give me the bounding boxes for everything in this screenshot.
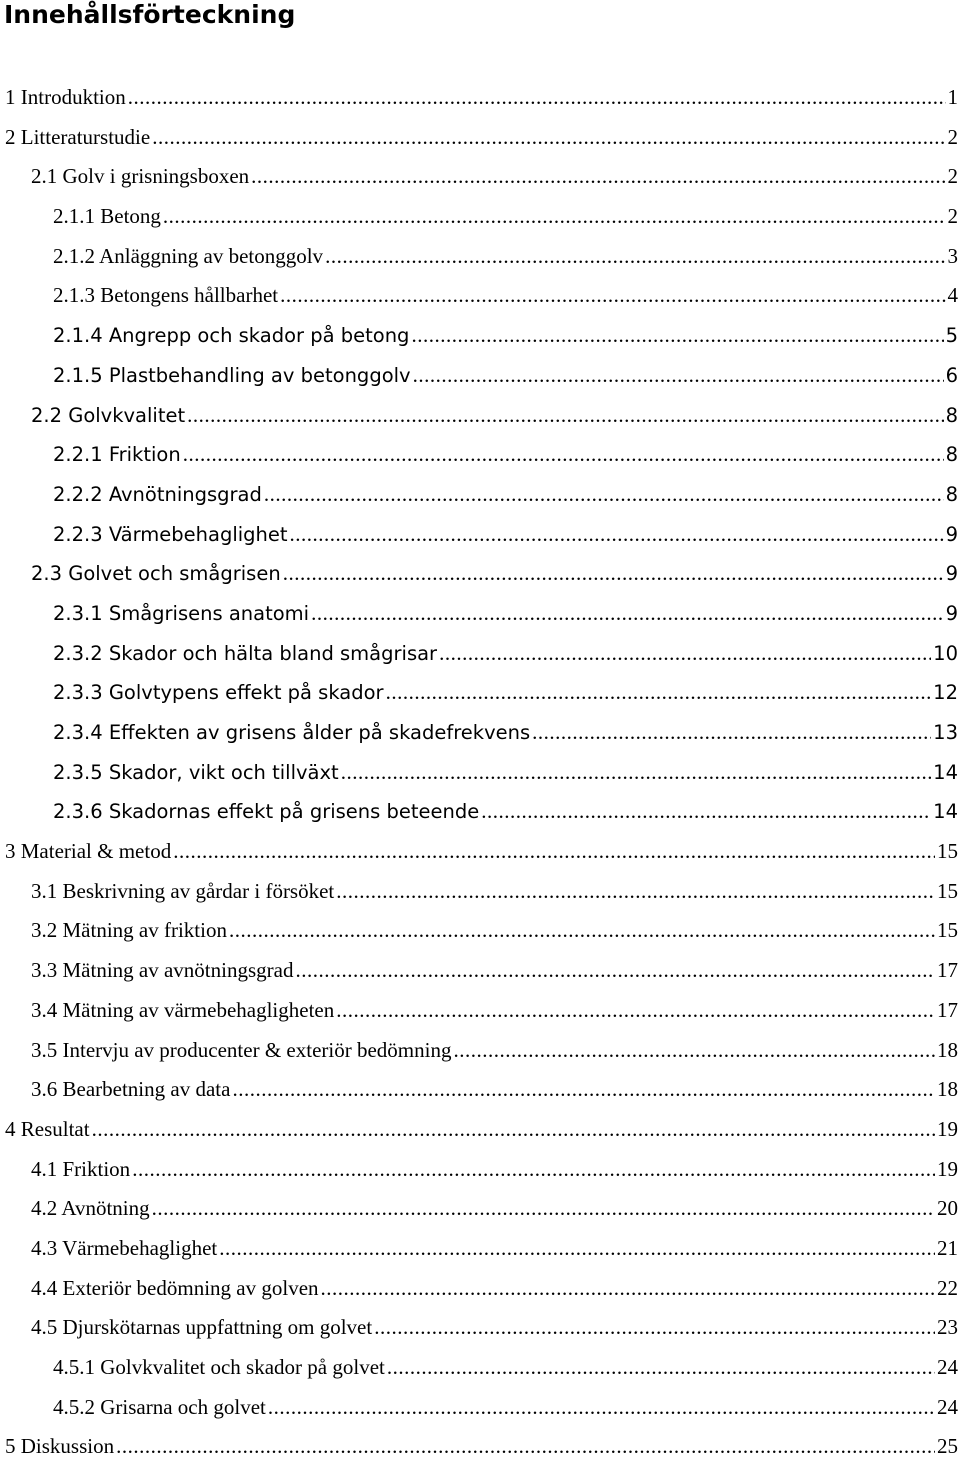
toc-entry-text: 2.3.1 Smågrisens anatomi	[53, 601, 310, 625]
toc-entry-page: 15	[937, 878, 958, 903]
toc-entry-text: 2.3 Golvet och smågrisen	[31, 562, 281, 586]
toc-entry-text: 1 Introduktion	[5, 85, 126, 109]
toc-entry[interactable]	[0, 197, 960, 237]
toc-entry[interactable]	[0, 1150, 960, 1190]
toc-entry[interactable]	[0, 1388, 960, 1428]
toc-leader-dots	[411, 316, 943, 356]
toc-entry-text: 3.3 Mätning av avnötningsgrad	[31, 958, 294, 983]
toc-entry-page: 8	[945, 443, 958, 467]
toc-entry-page: 10	[933, 641, 958, 665]
toc-entry-text: 3.6 Bearbetning av data	[31, 1077, 231, 1102]
toc-entry-text: 2.3.3 Golvtypens effekt på skador	[53, 681, 384, 705]
toc-leader-dots	[132, 1150, 935, 1190]
toc-leader-dots	[311, 594, 944, 634]
toc-entry-page: 24	[937, 1394, 958, 1419]
toc-list	[0, 78, 960, 1467]
toc-entry-text: 4 Resultat	[5, 1116, 90, 1141]
toc-entry-text: 4.2 Avnötning	[31, 1196, 150, 1221]
toc-leader-dots	[336, 872, 935, 912]
toc-leader-dots	[532, 713, 931, 753]
toc-entry-text: 2.2.2 Avnötningsgrad	[53, 482, 262, 506]
toc-entry[interactable]	[0, 792, 960, 832]
toc-entry[interactable]	[0, 911, 960, 951]
toc-entry-page: 18	[937, 1077, 958, 1102]
toc-entry[interactable]	[0, 1031, 960, 1071]
toc-entry[interactable]	[0, 316, 960, 356]
toc-leader-dots	[128, 78, 946, 118]
toc-entry-page: 15	[937, 839, 958, 864]
toc-leader-dots	[374, 1308, 935, 1348]
toc-leader-dots	[183, 435, 944, 475]
toc-entry[interactable]	[0, 713, 960, 753]
toc-entry-text: 2.3.4 Effekten av grisens ålder på skadefrekvens	[53, 721, 531, 744]
toc-entry-text: 2.1.1 Betong	[53, 204, 161, 229]
toc-entry-text: 2.1 Golv i grisningsboxen	[31, 164, 250, 189]
toc-entry[interactable]	[0, 78, 960, 118]
toc-leader-dots	[325, 237, 945, 277]
toc-leader-dots	[387, 1348, 935, 1388]
toc-leader-dots	[386, 673, 932, 713]
toc-entry-text: 3 Material & metod	[5, 839, 172, 864]
toc-entry-page: 2	[947, 164, 958, 189]
toc-leader-dots	[283, 554, 944, 594]
toc-entry-text: 2.3.5 Skador, vikt och tillväxt	[53, 760, 339, 784]
toc-leader-dots	[413, 356, 944, 396]
toc-entry[interactable]	[0, 276, 960, 316]
toc-entry-text: 2.2.3 Värmebehaglighet	[53, 522, 288, 546]
toc-leader-dots	[173, 832, 935, 872]
toc-entry-text: 4.5 Djurskötarnas uppfattning om golvet	[31, 1315, 373, 1340]
toc-entry-page: 12	[933, 681, 958, 705]
toc-entry-text: 2 Litteraturstudie	[5, 124, 151, 149]
toc-entry-text: 2.1.2 Anläggning av betonggolv	[53, 243, 324, 268]
toc-entry[interactable]	[0, 1348, 960, 1388]
toc-entry-text: 3.2 Mätning av friktion	[31, 918, 227, 943]
toc-title: Innehållsförteckning	[4, 0, 296, 29]
toc-entry[interactable]	[0, 1269, 960, 1309]
toc-leader-dots	[321, 1269, 935, 1309]
toc-entry-page: 9	[945, 522, 958, 546]
toc-entry-page: 21	[937, 1235, 958, 1260]
toc-leader-dots	[152, 1189, 935, 1229]
toc-leader-dots	[264, 475, 944, 515]
toc-entry-page: 4	[947, 283, 958, 308]
toc-entry-text: 2.3.2 Skador och hälta bland smågrisar	[53, 641, 438, 665]
toc-entry[interactable]	[0, 157, 960, 197]
toc-entry-page: 17	[937, 997, 958, 1022]
toc-leader-dots	[219, 1229, 935, 1269]
toc-leader-dots	[290, 515, 944, 555]
toc-entry[interactable]	[0, 435, 960, 475]
toc-entry-page: 20	[937, 1196, 958, 1221]
toc-entry[interactable]	[0, 1110, 960, 1150]
toc-leader-dots	[280, 276, 945, 316]
toc-entry[interactable]	[0, 1229, 960, 1269]
toc-entry[interactable]	[0, 594, 960, 634]
toc-entry-page: 15	[937, 918, 958, 943]
toc-entry-page: 14	[933, 800, 958, 824]
toc-leader-dots	[187, 396, 943, 436]
toc-entry-text: 3.5 Intervju av producenter & exteriör bedömning	[31, 1037, 452, 1062]
toc-entry[interactable]	[0, 1189, 960, 1229]
toc-entry[interactable]	[0, 634, 960, 674]
toc-leader-dots	[232, 1070, 935, 1110]
toc-entry-page: 6	[945, 363, 958, 387]
toc-leader-dots	[116, 1427, 935, 1467]
toc-entry-text: 4.5.1 Golvkvalitet och skador på golvet	[53, 1355, 385, 1379]
toc-entry-page: 19	[937, 1156, 958, 1181]
toc-entry-text: 4.4 Exteriör bedömning av golven	[31, 1275, 319, 1300]
toc-entry-page: 2	[947, 124, 958, 149]
toc-entry[interactable]	[0, 832, 960, 872]
toc-entry[interactable]	[0, 118, 960, 158]
toc-entry-page: 23	[937, 1315, 958, 1340]
toc-leader-dots	[453, 1031, 935, 1071]
toc-entry-page: 22	[937, 1275, 958, 1300]
toc-entry[interactable]	[0, 1427, 960, 1467]
toc-entry[interactable]	[0, 673, 960, 713]
toc-entry[interactable]	[0, 951, 960, 991]
toc-entry-page: 8	[945, 482, 958, 506]
toc-entry-page: 14	[933, 760, 958, 784]
toc-entry-page: 9	[945, 601, 958, 625]
toc-entry-page: 13	[933, 721, 958, 744]
toc-entry-text: 2.1.3 Betongens hållbarhet	[53, 283, 279, 308]
toc-entry[interactable]	[0, 475, 960, 515]
toc-entry-page: 2	[947, 204, 958, 229]
toc-entry-page: 25	[937, 1434, 958, 1459]
toc-entry[interactable]	[0, 554, 960, 594]
toc-entry-text: 2.2 Golvkvalitet	[31, 403, 186, 427]
toc-entry[interactable]	[0, 356, 960, 396]
toc-entry-page: 5	[945, 324, 958, 348]
toc-entry[interactable]	[0, 991, 960, 1031]
toc-entry-page: 8	[945, 403, 958, 427]
toc-leader-dots	[336, 991, 935, 1031]
toc-leader-dots	[481, 792, 931, 832]
toc-entry-page: 19	[937, 1116, 958, 1141]
toc-leader-dots	[92, 1110, 935, 1150]
toc-entry-text: 3.1 Beskrivning av gårdar i försöket	[31, 878, 335, 903]
toc-entry-page: 3	[947, 243, 958, 268]
toc-entry-text: 2.1.4 Angrepp och skador på betong	[53, 324, 410, 348]
toc-entry[interactable]	[0, 1308, 960, 1348]
toc-leader-dots	[229, 911, 935, 951]
toc-entry[interactable]	[0, 1070, 960, 1110]
toc-leader-dots	[439, 634, 931, 674]
toc-entry-text: 2.2.1 Friktion	[53, 443, 181, 467]
toc-leader-dots	[251, 157, 945, 197]
toc-leader-dots	[163, 197, 946, 237]
toc-entry-page: 24	[937, 1355, 958, 1379]
toc-entry-text: 2.3.6 Skadornas effekt på grisens beteende	[53, 800, 480, 824]
toc-entry-page: 18	[937, 1037, 958, 1062]
toc-entry-text: 2.1.5 Plastbehandling av betonggolv	[53, 363, 411, 387]
toc-entry-page: 9	[945, 562, 958, 586]
toc-entry[interactable]	[0, 396, 960, 436]
toc-leader-dots	[152, 118, 945, 158]
toc-entry[interactable]	[0, 753, 960, 793]
toc-entry-text: 3.4 Mätning av värmebehagligheten	[31, 997, 335, 1022]
toc-leader-dots	[295, 951, 935, 991]
toc-entry-text: 5 Diskussion	[5, 1434, 115, 1459]
toc-entry-page: 17	[937, 958, 958, 983]
toc-entry-text: 4.1 Friktion	[31, 1156, 131, 1181]
toc-entry[interactable]	[0, 237, 960, 277]
toc-entry[interactable]	[0, 515, 960, 555]
toc-entry[interactable]	[0, 872, 960, 912]
toc-leader-dots	[268, 1388, 935, 1428]
toc-entry-page: 1	[947, 85, 958, 109]
toc-leader-dots	[341, 753, 931, 793]
toc-entry-text: 4.3 Värmebehaglighet	[31, 1235, 218, 1260]
toc-entry-text: 4.5.2 Grisarna och golvet	[53, 1394, 266, 1419]
